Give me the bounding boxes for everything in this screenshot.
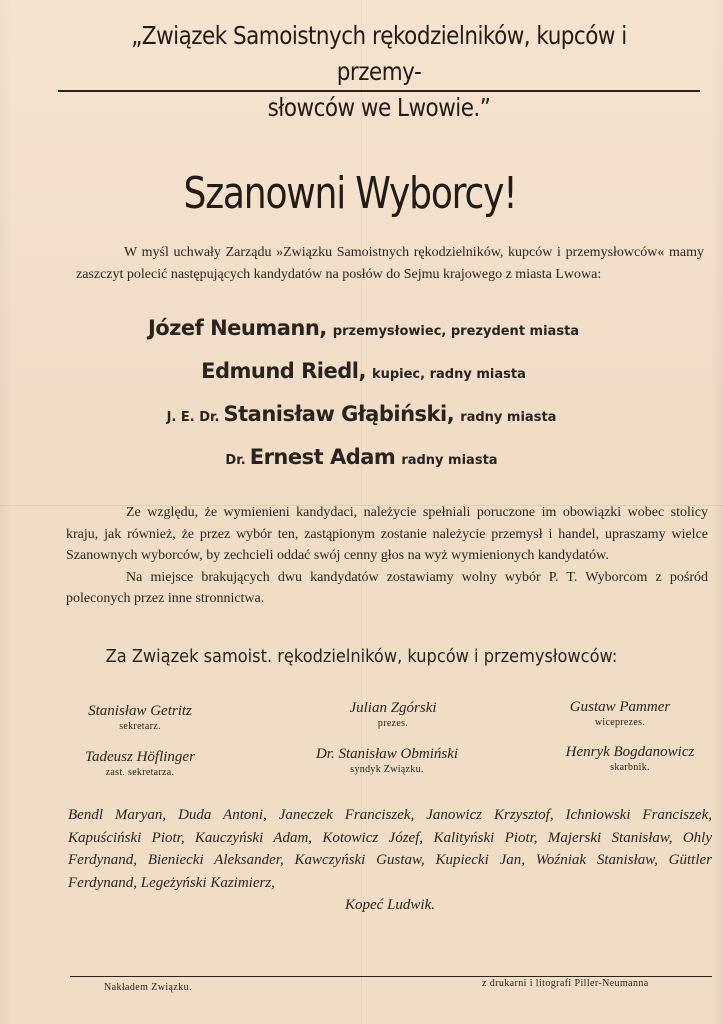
footer-printer: z drukarni i litografi Piller-Neumanna bbox=[482, 978, 649, 989]
candidate-description: przemysłowiec, prezydent miasta bbox=[332, 324, 580, 339]
page-title: Szanowni Wyborcy! bbox=[183, 168, 517, 219]
footer-publisher: Nakładem Związku. bbox=[104, 982, 192, 993]
signoff-line: Za Związek samoist. rękodzielników, kupców i przemysłowców: bbox=[105, 646, 618, 667]
candidate-4 bbox=[0, 445, 723, 469]
signatory-3 bbox=[520, 699, 720, 728]
signatory-name: Stanisław Getritz bbox=[88, 703, 192, 719]
candidate-name: Edmund Riedl, bbox=[201, 359, 366, 383]
candidate-3 bbox=[0, 402, 723, 426]
signatory-role: syndyk Związku. bbox=[350, 764, 424, 775]
signatory-role: zast. sekretarza. bbox=[105, 767, 175, 778]
body-paragraphs bbox=[66, 502, 708, 610]
candidate-description: radny miasta bbox=[460, 410, 557, 425]
signatory-name: Henryk Bogdanowicz bbox=[565, 744, 695, 760]
signatory-name: Gustaw Pammer bbox=[569, 699, 671, 715]
candidate-2 bbox=[0, 359, 723, 383]
body-paragraph-1: Ze względu, że wymienieni kandydaci, należycie spełniali poruczone im obowiązki wobec stolicy kraju, jak również, że przez wybór ten, zastąpionym zostanie należycie przemysł i handel, upraszamy wielce Szanownych wyborców, by zechcieli oddać swój cenny głos na wyż wymienionych kandydatów. bbox=[66, 505, 708, 563]
signatory-4 bbox=[40, 749, 240, 778]
body-paragraph-2: Na miejsce brakujących dwu kandydatów zostawiamy wolny wybór P. T. Wyborcom z pośród poleconych przez inne stronnictwa. bbox=[66, 569, 708, 606]
header-line-1: „Związek Samoistnych rękodzielników, kupców i przemy- bbox=[131, 21, 627, 86]
signatory-name: Julian Zgórski bbox=[349, 700, 437, 716]
signatory-1 bbox=[40, 703, 240, 732]
members-names: Bendl Maryan, Duda Antoni, Janeczek Franciszek, Janowicz Krzysztof, Ichniowski Franciszek, Kapuściński Piotr, Kauczyński Adam, Kotowicz Józef, Kalityński Piotr, Majerski Stanisław, Ohly Ferdynand, Bieniecki Aleksander, Kawczyński Gustaw, Kupiecki Jan, Woźniak Stanisław, Güttler Ferdynand, Legeżyński Kazimierz, bbox=[68, 807, 712, 891]
members-list bbox=[68, 804, 712, 917]
signatory-role: prezes. bbox=[377, 718, 409, 729]
candidate-name: Stanisław Głąbiński, bbox=[223, 402, 455, 426]
footer-rule bbox=[70, 976, 712, 977]
signatory-role: sekretarz. bbox=[119, 721, 161, 732]
candidate-description: radny miasta bbox=[401, 453, 498, 468]
intro-paragraph bbox=[76, 242, 704, 286]
signatory-5 bbox=[277, 746, 497, 775]
header-rule bbox=[58, 90, 700, 92]
candidate-prefix: Dr. bbox=[225, 453, 246, 468]
candidate-description: kupiec, radny miasta bbox=[371, 367, 526, 382]
intro-text: W myśl uchwały Zarządu »Związku Samoistnych rękodzielników, kupców i przemysłowców« mamy zaszczyt polecić następujących kandydatów na posłów do Sejmu krajowego z miasta Lwowa: bbox=[76, 245, 704, 282]
members-last-name: Kopeć Ludwik. bbox=[345, 897, 435, 913]
candidate-name: Józef Neumann, bbox=[147, 316, 327, 340]
signatory-2 bbox=[293, 700, 493, 729]
candidate-name: Ernest Adam bbox=[249, 445, 396, 469]
signatory-6 bbox=[530, 744, 723, 773]
candidate-1 bbox=[0, 316, 723, 340]
signatory-name: Tadeusz Höflinger bbox=[85, 749, 195, 765]
candidate-prefix: J. E. Dr. bbox=[166, 410, 220, 425]
association-header bbox=[103, 18, 655, 126]
signatory-role: skarbnik. bbox=[610, 762, 650, 773]
signatory-role: wiceprezes. bbox=[594, 717, 646, 728]
signatory-name: Dr. Stanisław Obmiński bbox=[315, 746, 459, 762]
header-line-2: słowców we Lwowie.” bbox=[267, 93, 491, 122]
